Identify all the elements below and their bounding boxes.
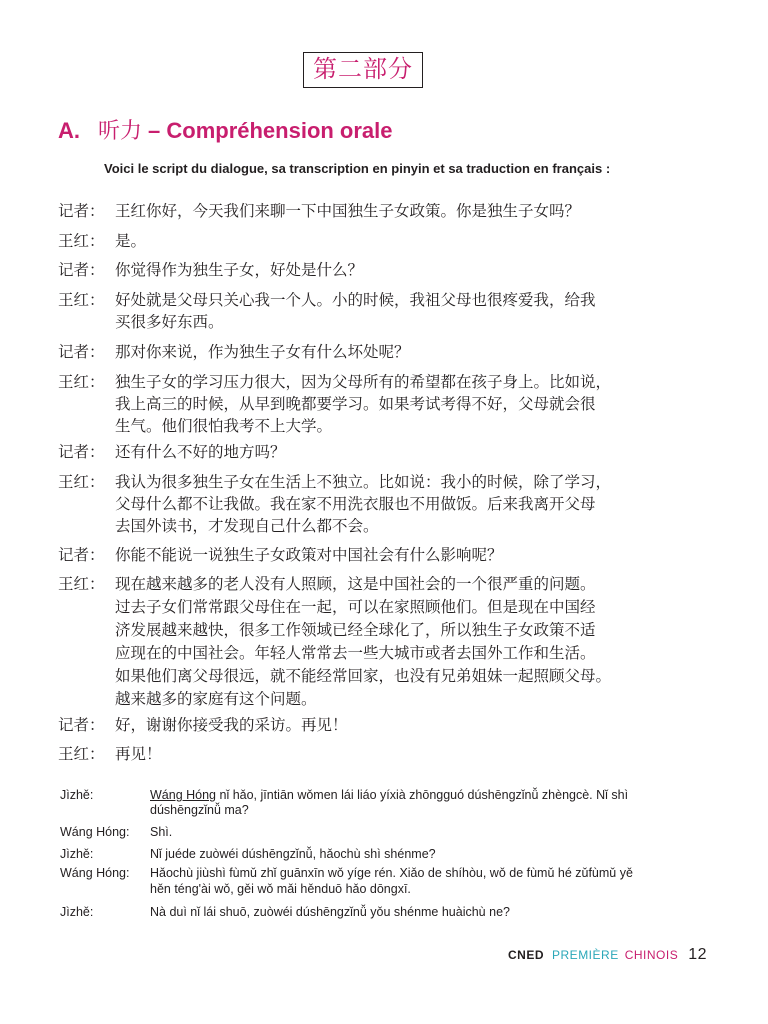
dialogue-line <box>58 258 363 282</box>
page-footer <box>508 946 707 964</box>
speaker-label: 王红： <box>58 575 105 593</box>
dialogue-text: 好，谢谢你接受我的采访。再见！ <box>115 716 348 734</box>
dialogue-text: 我上高三的时候，从早到晚都要学习。如果考试考得不好，父母就会很 <box>115 395 596 413</box>
section-title-french: – Compréhension orale <box>148 118 393 143</box>
pinyin-text: hěn téng'ài wǒ, gěi wǒ mǎi hěnduō hǎo dōngxī. <box>150 882 411 896</box>
dialogue-text: 再见！ <box>115 745 162 763</box>
speaker-label: 记者： <box>58 343 105 361</box>
dialogue-line <box>58 340 410 364</box>
pinyin-name: Wáng Hóng <box>150 788 217 802</box>
dialogue-line <box>58 199 580 223</box>
dialogue-text: 你能不能说一说独生子女政策对中国社会有什么影响呢？ <box>115 546 503 564</box>
dialogue-line <box>58 543 503 567</box>
speaker-label: 王红： <box>58 373 105 391</box>
speaker-label: 王红： <box>58 745 105 763</box>
dialogue-text: 过去子女们常常跟父母住在一起，可以在家照顾他们。但是现在中国经 <box>115 598 596 616</box>
pinyin-text <box>150 787 628 803</box>
speaker-label: 记者： <box>58 716 105 734</box>
pinyin-speaker: Jìzhě: <box>60 788 94 802</box>
footer-subject: CHINOIS <box>624 948 679 962</box>
dialogue-line <box>58 440 286 464</box>
dialogue-text: 父母什么都不让我做。我在家不用洗衣服也不用做饭。后来我离开父母 <box>115 495 596 513</box>
pinyin-speaker: Jìzhě: <box>60 847 94 861</box>
speaker-label: 记者： <box>58 261 105 279</box>
speaker-label: 王红： <box>58 291 105 309</box>
dialogue-text: 我认为很多独生子女在生活上不独立。比如说：我小的时候，除了学习， <box>115 473 612 491</box>
speaker-label: 记者： <box>58 202 105 220</box>
dialogue-line <box>58 229 146 253</box>
dialogue-text: 那对你来说，作为独生子女有什么坏处呢？ <box>115 343 410 361</box>
dialogue-text: 还有什么不好的地方吗？ <box>115 443 286 461</box>
dialogue-line <box>58 370 611 394</box>
dialogue-text: 好处就是父母只关心我一个人。小的时候，我祖父母也很疼爱我，给我 <box>115 291 596 309</box>
dialogue-text: 独生子女的学习压力很大，因为父母所有的希望都在孩子身上。比如说， <box>115 373 612 391</box>
speaker-label: 记者： <box>58 443 105 461</box>
dialogue-line <box>58 713 348 737</box>
section-title-chinese: 听力 <box>98 119 143 144</box>
pinyin-text-segment: nǐ hǎo, jīntiān wǒmen lái liáo yíxià zhōngguó dúshēngzǐnǚ zhèngcè. Nǐ shì <box>216 788 629 802</box>
pinyin-text: Nà duì nǐ lái shuō, zuòwéi dúshēngzǐnǚ yǒu shénme huàichù ne? <box>150 905 510 919</box>
page-number: 12 <box>688 946 708 963</box>
dialogue-text: 应现在的中国社会。年轻人常常去一些大城市或者去国外工作和生活。 <box>115 644 596 662</box>
section-letter: A. <box>58 118 80 143</box>
dialogue-text: 如果他们离父母很远，就不能经常回家，也没有兄弟姐妹一起照顾父母。 <box>115 667 612 685</box>
dialogue-text: 是。 <box>115 232 147 250</box>
pinyin-text: Hǎochù jiùshì fùmǔ zhǐ guānxīn wǒ yíge rén. Xiǎo de shíhòu, wǒ de fùmǔ hé zǔfùmǔ yě <box>150 866 633 880</box>
speaker-label: 记者： <box>58 546 105 564</box>
speaker-label: 王红： <box>58 232 105 250</box>
dialogue-text: 越来越多的家庭有这个问题。 <box>115 690 317 708</box>
part-title: 第二部分 <box>303 52 423 88</box>
dialogue-text: 济发展越来越快，很多工作领域已经全球化了，所以独生子女政策不适 <box>115 621 596 639</box>
dialogue-text: 买很多好东西。 <box>115 313 224 331</box>
pinyin-text: Nǐ juéde zuòwéi dúshēngzǐnǚ, hǎochù shì shénme? <box>150 847 436 861</box>
pinyin-speaker: Jìzhě: <box>60 905 94 919</box>
footer-publisher: CNED <box>508 948 545 962</box>
section-heading <box>58 114 393 145</box>
speaker-label: 王红： <box>58 473 105 491</box>
dialogue-line <box>58 572 596 596</box>
dialogue-line <box>58 288 596 312</box>
pinyin-text: Shì. <box>150 825 173 839</box>
dialogue-text: 去国外读书，才发现自己什么都不会。 <box>115 517 379 535</box>
dialogue-text: 王红你好，今天我们来聊一下中国独生子女政策。你是独生子女吗？ <box>115 202 581 220</box>
dialogue-line <box>58 470 611 494</box>
dialogue-text: 你觉得作为独生子女，好处是什么？ <box>115 261 364 279</box>
dialogue-line <box>58 742 162 766</box>
intro-text: Voici le script du dialogue, sa transcription en pinyin et sa traduction en français : <box>104 161 611 176</box>
pinyin-speaker: Wáng Hóng: <box>60 866 130 880</box>
pinyin-speaker: Wáng Hóng: <box>60 825 130 839</box>
dialogue-text: 生气。他们很怕我考不上大学。 <box>115 417 333 435</box>
footer-level: PREMIÈRE <box>552 948 619 962</box>
dialogue-text: 现在越来越多的老人没有人照顾，这是中国社会的一个很严重的问题。 <box>115 575 596 593</box>
pinyin-text: dúshēngzǐnǚ ma? <box>150 803 249 817</box>
